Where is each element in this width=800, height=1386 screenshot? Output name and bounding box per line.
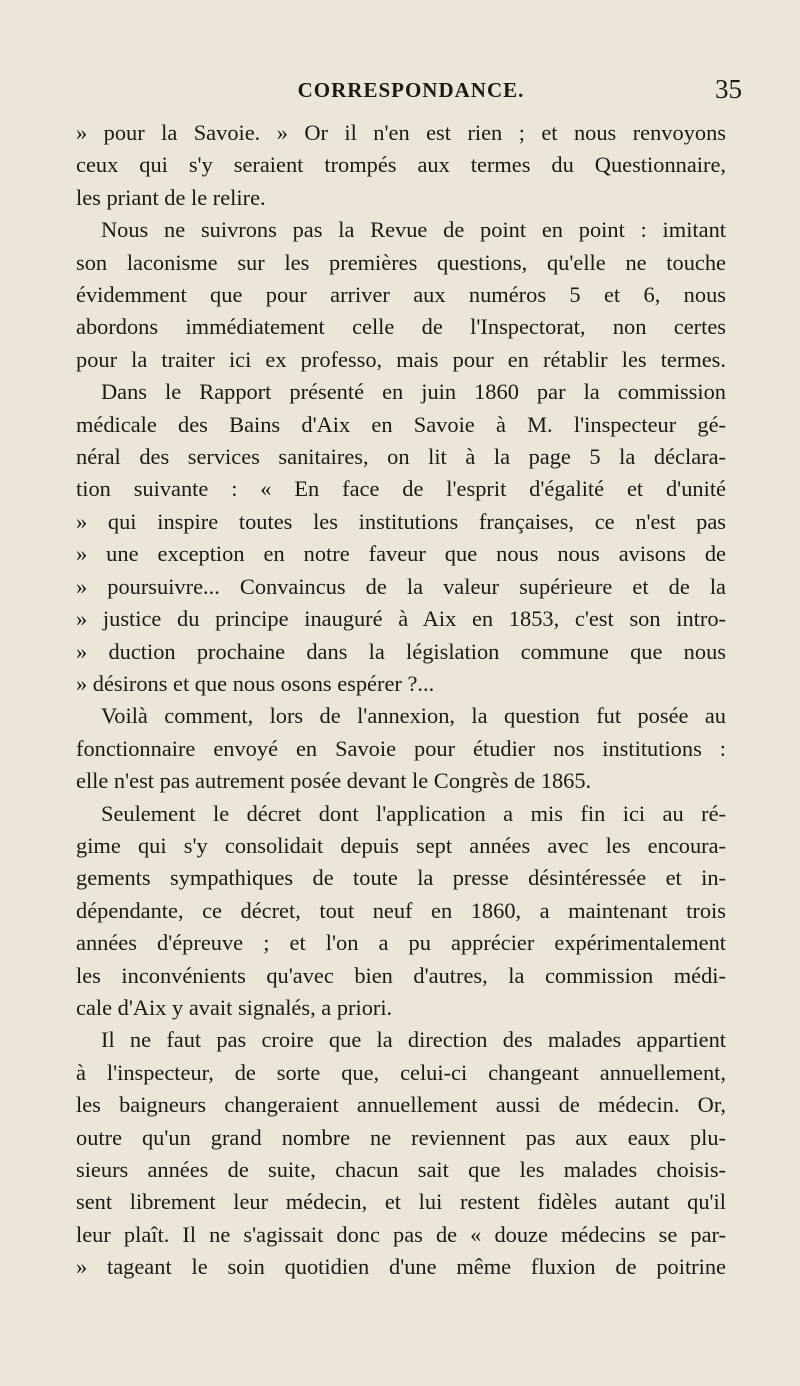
text-line: Voilà comment, lors de l'annexion, la question fut posée au — [101, 703, 726, 729]
text-line: » une exception en notre faveur que nous nous avisons de — [76, 541, 726, 567]
text-line: » tageant le soin quotidien d'une même fluxion de poitrine — [76, 1254, 726, 1280]
text-line: abordons immédiatement celle de l'Inspectorat, non certes — [76, 314, 726, 340]
page-header — [80, 74, 742, 114]
text-line: Nous ne suivrons pas la Revue de point en point : imitant — [101, 217, 726, 243]
text-line: pour la traiter ici ex professo, mais pour en rétablir les termes. — [76, 346, 726, 372]
text-line: sieurs années de suite, chacun sait que les malades choisis- — [76, 1157, 726, 1182]
text-line: leur plaît. Il ne s'agissait donc pas de « douze médecins se par- — [76, 1221, 726, 1247]
text-line: Il ne faut pas croire que la direction des malades appartient — [101, 1027, 726, 1053]
text-line: à l'inspecteur, de sorte que, celui-ci changeant annuellement, — [76, 1059, 726, 1085]
text-line: les baigneurs changeraient annuellement aussi de médecin. Or, — [76, 1092, 726, 1118]
text-line: les priant de le relire. — [76, 184, 266, 210]
text-line: » désirons et que nous osons espérer ?... — [76, 670, 435, 696]
text-line: dépendante, ce décret, tout neuf en 1860, a maintenant trois — [76, 897, 726, 923]
text-line: évidemment que pour arriver aux numéros 5 et 6, nous — [76, 282, 726, 308]
text-line: » poursuivre... Convaincus de la valeur supérieure et de la — [76, 573, 726, 599]
text-line: les inconvénients qu'avec bien d'autres, la commission médi- — [76, 962, 726, 988]
text-line: gime qui s'y consolidait depuis sept années avec les encoura- — [76, 832, 726, 858]
text-line: Dans le Rapport présenté en juin 1860 par la commission — [101, 379, 726, 405]
text-line: » qui inspire toutes les institutions françaises, ce n'est pas — [76, 508, 726, 534]
page-number: 35 — [715, 74, 742, 104]
text-line: ceux qui s'y seraient trompés aux termes du Questionnaire, — [76, 152, 726, 178]
text-line: néral des services sanitaires, on lit à la page 5 la déclara- — [76, 444, 726, 470]
text-line: médicale des Bains d'Aix en Savoie à M. l'inspecteur gé- — [76, 411, 726, 437]
body-text — [76, 117, 726, 1284]
text-line: années d'épreuve ; et l'on a pu apprécier expérimentalement — [76, 930, 726, 956]
text-line: cale d'Aix y avait signalés, a priori. — [76, 994, 393, 1020]
text-line: son laconisme sur les premières questions, qu'elle ne touche — [76, 249, 726, 275]
text-line: gements sympathiques de toute la presse désintéressée et in- — [76, 865, 726, 891]
text-line: Seulement le décret dont l'application a mis fin ici au ré- — [101, 800, 726, 826]
text-line: tion suivante : « En face de l'esprit d'égalité et d'unité — [76, 476, 726, 502]
text-line: » pour la Savoie. » Or il n'en est rien ; et nous renvoyons — [76, 120, 726, 145]
text-line: » justice du principe inauguré à Aix en 1853, c'est son intro- — [76, 606, 726, 632]
text-line: sent librement leur médecin, et lui restent fidèles autant qu'il — [76, 1189, 726, 1215]
text-line: » duction prochaine dans la législation commune que nous — [76, 638, 726, 664]
text-line: outre qu'un grand nombre ne reviennent pas aux eaux plu- — [76, 1124, 726, 1150]
running-head: CORRESPONDANCE. — [297, 78, 525, 102]
text-line: fonctionnaire envoyé en Savoie pour étudier nos institutions : — [76, 735, 726, 761]
text-line: elle n'est pas autrement posée devant le Congrès de 1865. — [76, 768, 592, 794]
